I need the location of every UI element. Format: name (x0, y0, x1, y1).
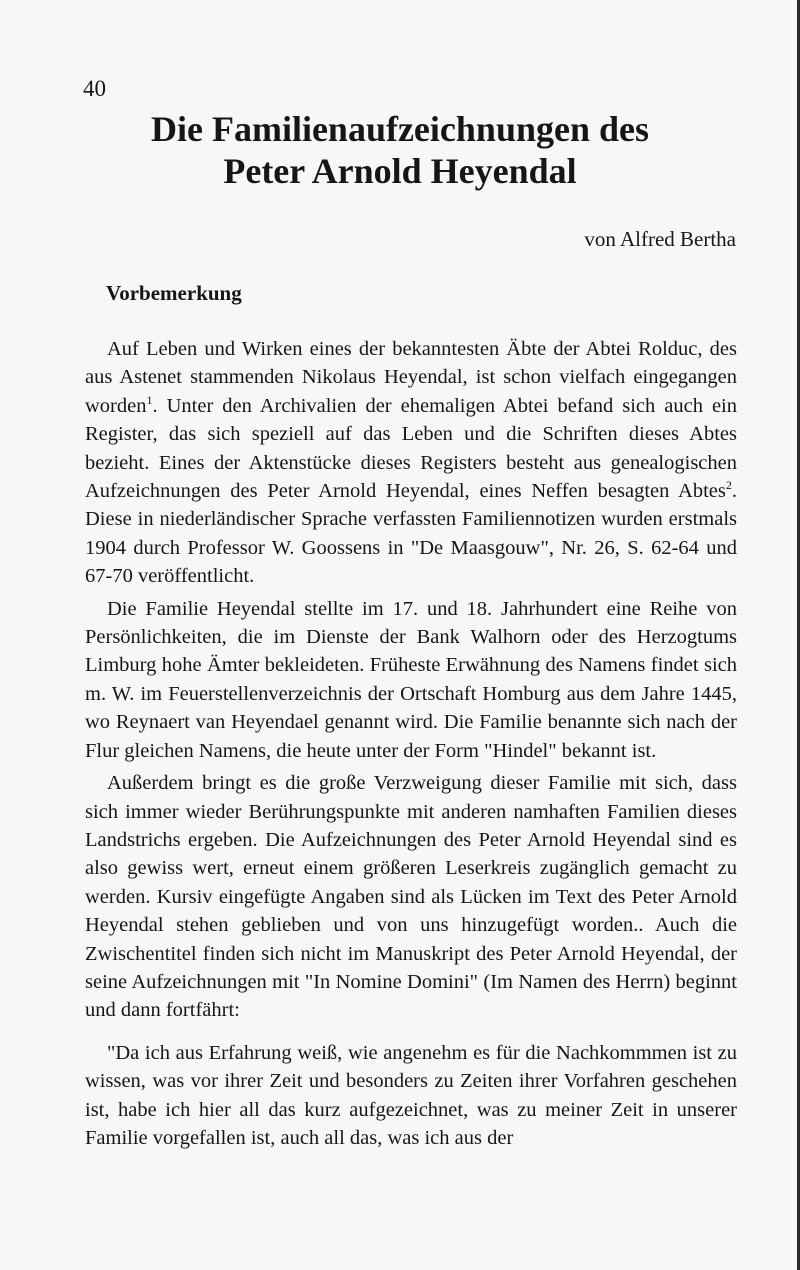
author-byline: von Alfred Bertha (584, 227, 736, 251)
paragraph-1 (85, 335, 737, 591)
paragraph-2: Die Familie Heyendal stellte im 17. und 18. Jahrhundert eine Reihe von Persönlichkeiten, die im Dienste der Bank Walhorn oder des Herzogtums Limburg hohe Ämter bekleideten. Früheste Erwähnung des Namens findet sich m. W. im Feuerstellenverzeichnis der Ortschaft Homburg aus dem Jahre 1445, wo Reynaert van Heyendael genannt wird. Die Familie benannte sich nach der Flur gleichen Namens, die heute unter der Form "Hindel" bekannt ist. (85, 597, 737, 762)
footnote-ref-1: 1 (146, 392, 153, 407)
paragraph-1-part-a: Auf Leben und Wirken eines der bekanntesten Äbte der Abtei Rolduc, des aus Astenet stammenden Nikolaus Heyendal, ist schon vielfach eingegangen worden (85, 338, 737, 417)
section-heading: Vorbemerkung (106, 281, 242, 305)
page-number: 40 (83, 76, 106, 101)
title-line-1: Die Familienaufzeichnungen des (150, 109, 649, 149)
paragraph-1-part-c: . Diese in niederländischer Sprache verfassten Familiennotizen wurden erstmals 1904 durch Professor W. Goossens in "De Maasgouw", Nr. 26, S. 62-64 und 67-70 veröffentlicht. (85, 480, 737, 588)
paragraph-3: Außerdem bringt es die große Verzweigung dieser Familie mit sich, dass sich immer wieder Berührungspunkte mit anderen namhaften Familien dieses Landstrichs ergeben. Die Aufzeichnungen des Peter Arnold Heyendal sind es also gewiss wert, erneut einem größeren Leserkreis zugänglich gemacht zu werden. Kursiv eingefügte Angaben sind als Lücken im Text des Peter Arnold Heyendal stehen geblieben und von uns hinzugefügt worden.. Auch die Zwischentitel finden sich nicht im Manuskript des Peter Arnold Heyendal, der seine Aufzeichnungen mit "In Nomine Domini" (Im Namen des Herrn) beginnt und dann fortfährt: (85, 772, 737, 1022)
article-title (0, 108, 800, 192)
paragraph-1-part-b: . Unter den Archivalien der ehemaligen Abtei befand sich auch ein Register, das sich speziell auf das Leben und die Schriften dieses Abtes bezieht. Eines der Aktenstücke dieses Registers besteht aus genealogischen Aufzeichnungen des Peter Arnold Heyendal, eines Neffen besagten Abtes (85, 394, 737, 503)
paragraph-4: "Da ich aus Erfahrung weiß, wie angenehm es für die Nachkommmen ist zu wissen, was vor ihrer Zeit und besonders zu Zeiten ihrer Vorfahren geschehen ist, habe ich hier all das kurz aufgezeichnet, was zu meiner Zeit in unserer Familie vorgefallen ist, auch all das, was ich aus der (85, 1041, 737, 1149)
title-line-2: Peter Arnold Heyendal (223, 151, 577, 191)
body-text (85, 335, 737, 1152)
footnote-ref-2: 2 (725, 478, 732, 493)
